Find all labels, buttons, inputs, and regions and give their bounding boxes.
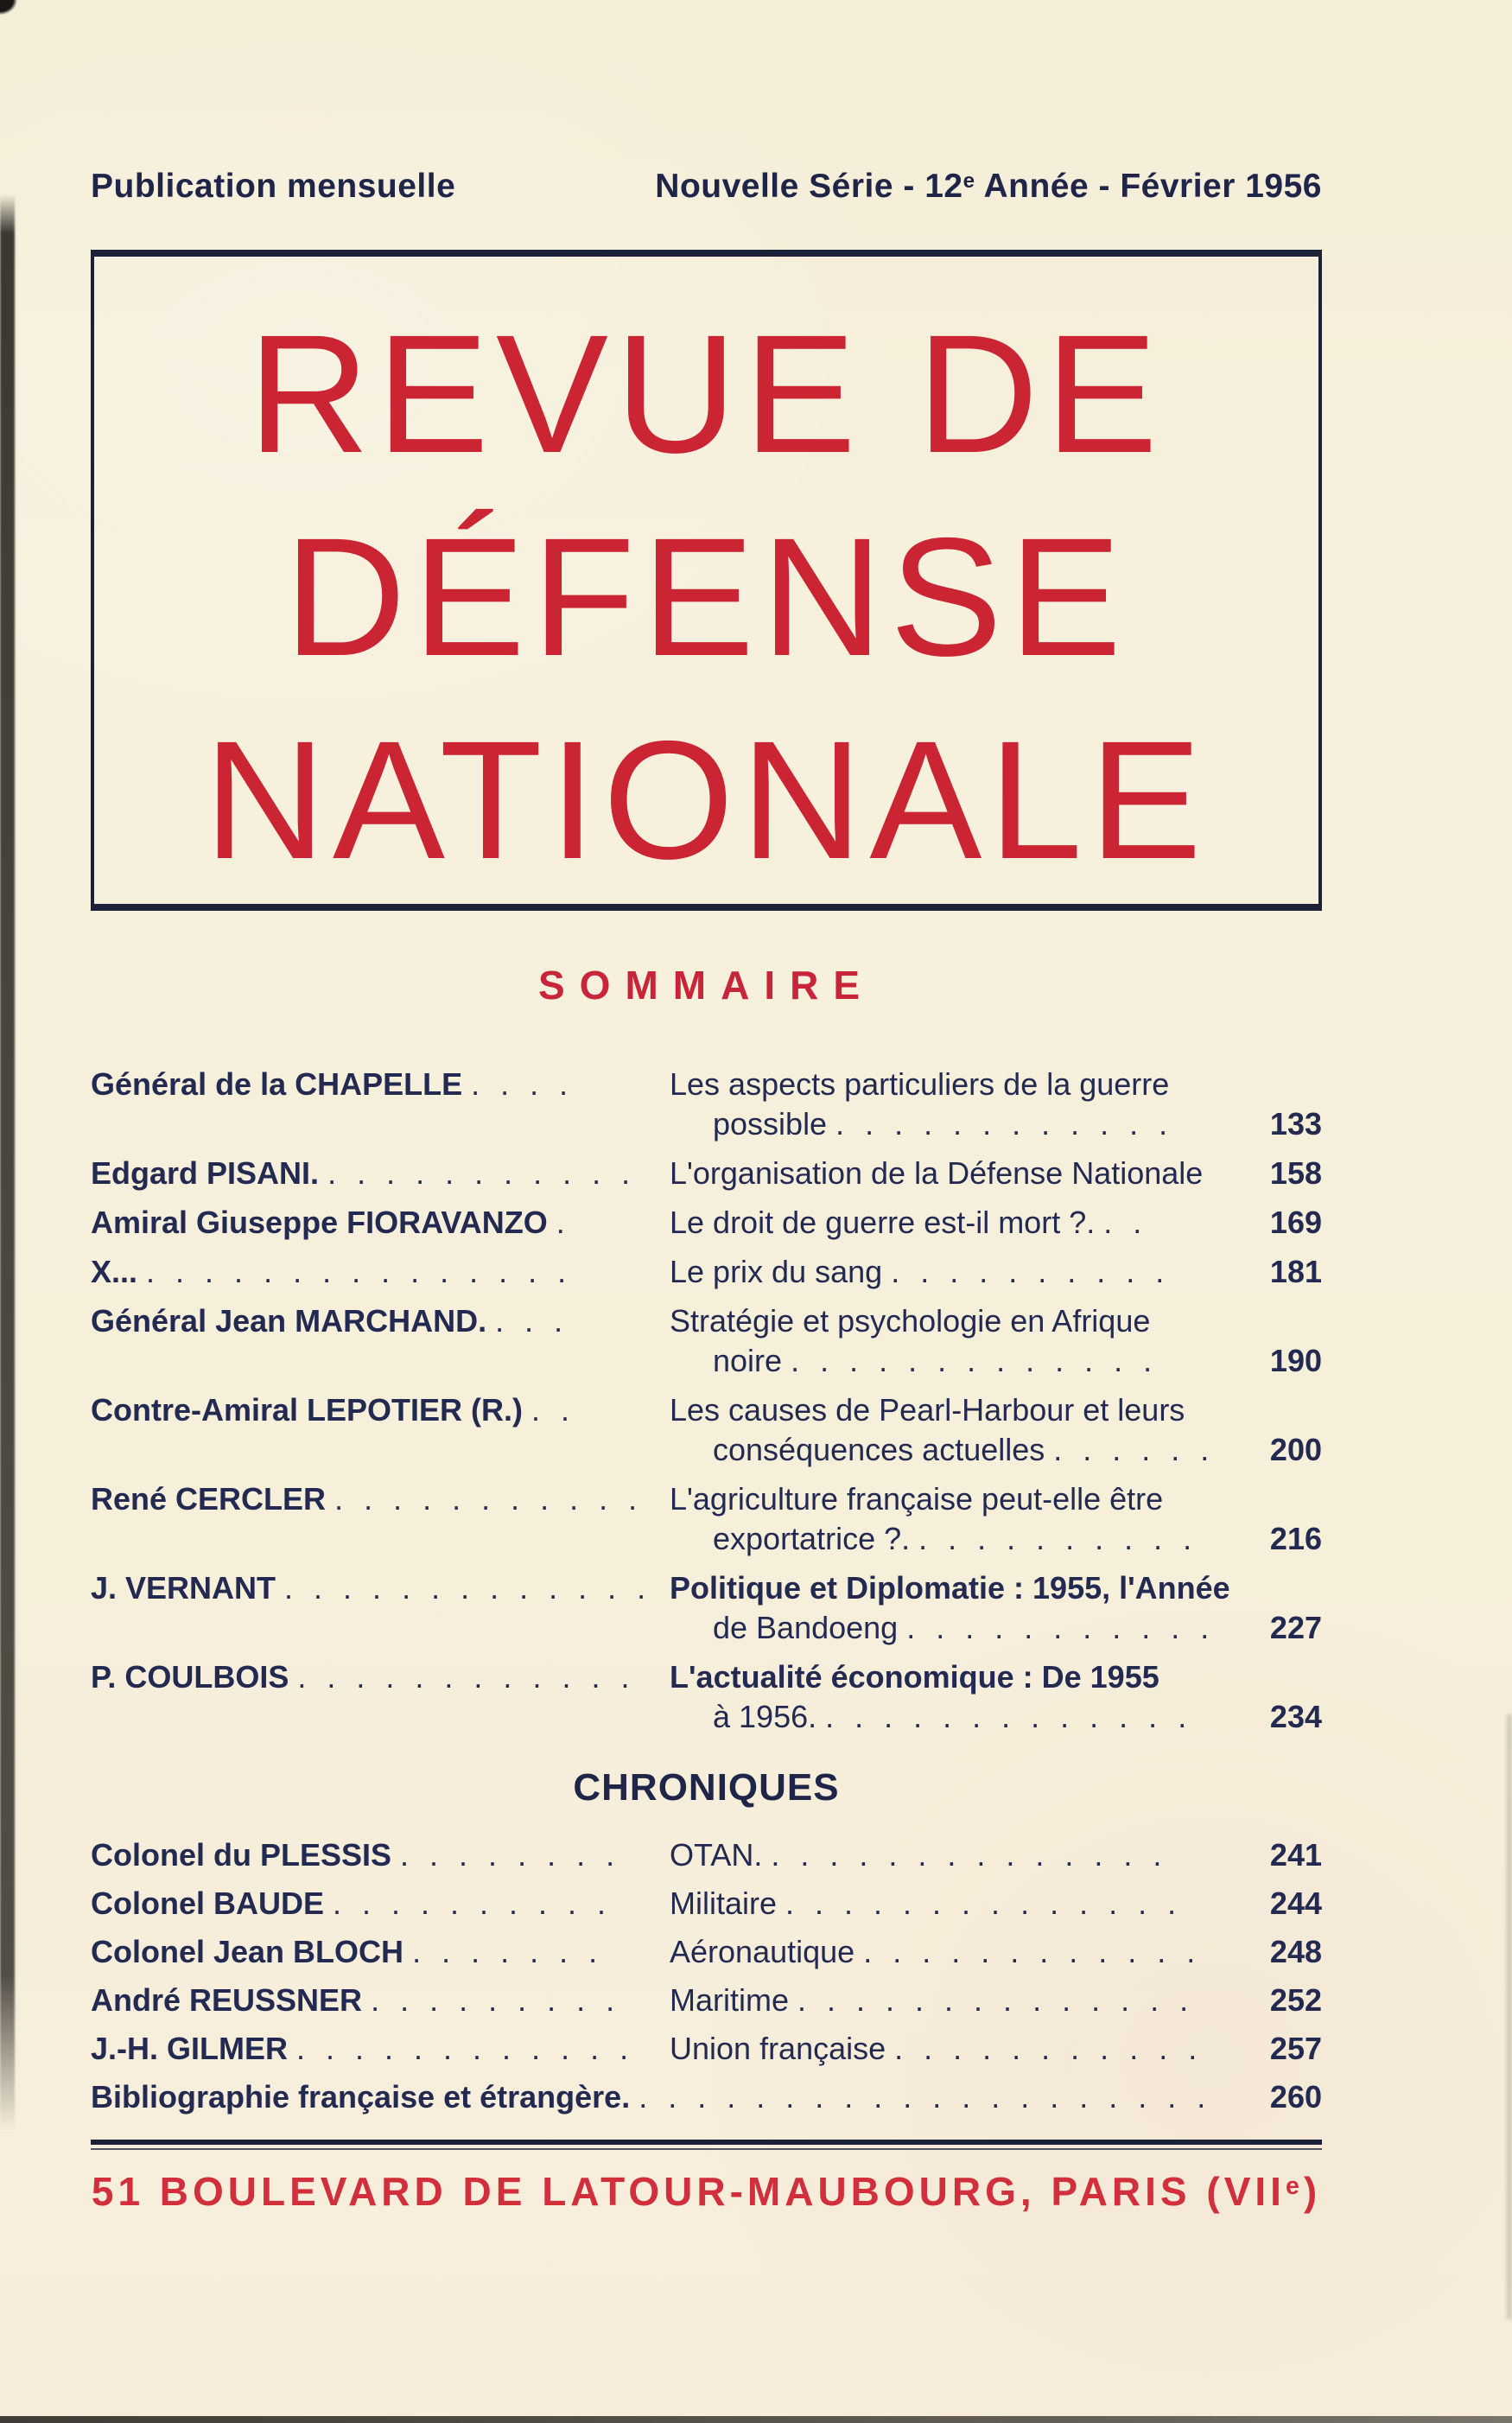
issue-info-superscript: e — [962, 169, 975, 194]
chronique-title-text: Aéronautique — [670, 1934, 855, 1969]
chronique-title-dot-leader: . . . . . . . . . . . . . . — [771, 1837, 1168, 1873]
toc-author — [91, 1154, 670, 1193]
toc-page-number: 181 — [1269, 1254, 1322, 1289]
issue-header — [91, 166, 1322, 212]
toc-title-text: Les causes de Pearl-Harbour et leurs — [670, 1392, 1185, 1428]
toc-title-lines — [670, 1252, 1244, 1292]
toc-author-name: René CERCLER — [91, 1481, 327, 1517]
toc-author — [91, 1203, 670, 1243]
toc-title-text: à 1956. — [713, 1699, 817, 1734]
chronique-page-number: 257 — [1269, 2031, 1322, 2066]
toc-author-name: Amiral Giuseppe FIORAVANZO — [91, 1205, 548, 1240]
toc-entry — [91, 1390, 1322, 1470]
chronique-title — [670, 1981, 1244, 2020]
toc-author-name: P. COULBOIS — [91, 1659, 289, 1695]
issue-info — [655, 166, 1322, 212]
toc-title-line — [670, 1154, 1244, 1193]
toc-title-text: possible — [713, 1106, 828, 1142]
toc-author — [91, 1065, 670, 1144]
toc-author-name: Edgard PISANI. — [91, 1155, 320, 1191]
scan-edge-left — [0, 194, 15, 2130]
toc-title-text: Stratégie et psychologie en Afrique — [670, 1303, 1151, 1339]
toc-title-text: Le prix du sang — [670, 1254, 883, 1289]
chronique-author-name: Colonel du PLESSIS — [91, 1837, 392, 1873]
toc-title-lines — [670, 1065, 1244, 1144]
footer-divider — [91, 2140, 1322, 2150]
toc-title-line — [670, 1203, 1244, 1243]
toc-title-line — [670, 1252, 1244, 1292]
chronique-title-text: Militaire — [670, 1886, 778, 1921]
publication-frequency: Publication mensuelle — [91, 168, 456, 205]
scan-edge-right — [1507, 1714, 1512, 2319]
toc-title-line — [670, 1479, 1244, 1519]
chronique-author-name: Colonel Jean BLOCH — [91, 1934, 404, 1969]
toc-title-text: L'organisation de la Défense Nationale — [670, 1155, 1204, 1191]
scan-edge-bottom — [0, 2416, 1512, 2423]
toc-entry — [91, 1301, 1322, 1381]
toc-title-dot-leader: . . . . . . — [1053, 1432, 1216, 1467]
toc-author-dot-leader: . . . . — [471, 1066, 575, 1102]
chronique-author-dot-leader: . . . . . . . . . . — [333, 1886, 613, 1921]
toc-page-number: 234 — [1269, 1699, 1322, 1734]
toc-title-dot-leader: . . — [1103, 1205, 1148, 1240]
toc-title-text: noire — [713, 1343, 783, 1378]
toc-title-text: L'actualité économique : De 1955 — [670, 1659, 1159, 1695]
toc-author — [91, 1657, 670, 1737]
masthead-box — [91, 250, 1322, 911]
toc-entry — [91, 1065, 1322, 1144]
page-content — [91, 0, 1322, 2222]
chronique-author-dot-leader: . . . . . . . . — [400, 1837, 621, 1873]
toc-title-line — [670, 1657, 1244, 1697]
toc-page-number: 227 — [1269, 1610, 1322, 1645]
sommaire-heading: SOMMAIRE — [538, 963, 874, 1008]
toc-page-number: 133 — [1269, 1106, 1322, 1142]
toc-author-name: X... — [91, 1254, 138, 1289]
table-of-contents — [91, 1065, 1322, 1737]
toc-title-dot-leader: . . . . . . . . . . . . . — [825, 1699, 1193, 1734]
toc-author — [91, 1252, 670, 1292]
bibliography-title — [91, 2077, 1244, 2117]
chronique-entry — [91, 1932, 1322, 1972]
chronique-page-number: 252 — [1269, 1982, 1322, 2018]
toc-page-number: 216 — [1269, 1521, 1322, 1556]
chronique-author-name: André REUSSNER — [91, 1982, 363, 2018]
chronique-author-name: J.-H. GILMER — [91, 2031, 289, 2066]
toc-title-line — [670, 1104, 1244, 1144]
toc-entry — [91, 1203, 1322, 1243]
chronique-page-number: 241 — [1269, 1837, 1322, 1873]
toc-title-text: L'agriculture française peut-elle être — [670, 1481, 1164, 1517]
toc-title-lines — [670, 1479, 1244, 1559]
chronique-author — [91, 1835, 670, 1875]
toc-author-dot-leader: . — [556, 1205, 571, 1240]
toc-author-name: Contre-Amiral LEPOTIER (R.) — [91, 1392, 524, 1428]
chronique-author-dot-leader: . . . . . . . . . — [371, 1982, 621, 2018]
toc-page-number: 158 — [1269, 1155, 1322, 1191]
chronique-title-text: Maritime — [670, 1982, 790, 2018]
chroniques-list — [91, 1835, 1322, 2069]
chronique-title-text: OTAN. — [670, 1837, 763, 1873]
chronique-title — [670, 1932, 1244, 1972]
chronique-title-dot-leader: . . . . . . . . . . . — [894, 2031, 1204, 2066]
toc-author — [91, 1301, 670, 1381]
toc-author-name: J. VERNANT — [91, 1570, 276, 1606]
masthead-line-1: REVUE DE — [248, 300, 1165, 488]
toc-page-number: 169 — [1269, 1205, 1322, 1240]
chronique-entry — [91, 1884, 1322, 1924]
toc-title-lines — [670, 1154, 1244, 1193]
toc-title-lines — [670, 1390, 1244, 1470]
toc-title-line — [670, 1390, 1244, 1430]
toc-title-dot-leader: . . . . . . . . . . — [918, 1521, 1198, 1556]
chronique-author — [91, 2029, 670, 2069]
chronique-author-name: Colonel BAUDE — [91, 1886, 324, 1921]
toc-author-dot-leader: . . . . . . . . . . . . . . . — [146, 1254, 573, 1289]
bibliography-label: Bibliographie française et étrangère. — [91, 2079, 631, 2115]
bibliography-dot-leader: . . . . . . . . . . . . . . . . . . . . — [638, 2079, 1212, 2115]
chroniques-heading: CHRONIQUES — [573, 1766, 840, 1809]
toc-title-line — [670, 1430, 1244, 1470]
toc-title-dot-leader: . . . . . . . . . . . . . — [791, 1343, 1159, 1378]
publisher-address-text: 51 BOULEVARD DE LATOUR-MAUBOURG, PARIS (VII — [91, 2169, 1286, 2214]
chronique-title-dot-leader: . . . . . . . . . . . . — [863, 1934, 1202, 1969]
publisher-address — [91, 2167, 1322, 2222]
toc-title-text: Le droit de guerre est-il mort ?. — [670, 1205, 1096, 1240]
toc-title-line — [670, 1519, 1244, 1559]
chronique-entry — [91, 1835, 1322, 1875]
chronique-title — [670, 1835, 1244, 1875]
toc-title-dot-leader: . . . . . . . . . . — [891, 1254, 1171, 1289]
toc-title-dot-leader: . . . . . . . . . . . — [906, 1610, 1216, 1645]
toc-author-dot-leader: . . . — [495, 1303, 569, 1339]
chronique-title — [670, 2029, 1244, 2069]
toc-title-lines — [670, 1203, 1244, 1243]
toc-author-name: Général Jean MARCHAND. — [91, 1303, 487, 1339]
chronique-title — [670, 1884, 1244, 1924]
toc-title-line — [670, 1341, 1244, 1381]
toc-entry — [91, 1252, 1322, 1292]
toc-author-name: Général de la CHAPELLE — [91, 1066, 463, 1102]
toc-title-lines — [670, 1301, 1244, 1381]
toc-author-dot-leader: . . — [531, 1392, 576, 1428]
toc-title-dot-leader: . . . . . . . . . . . . — [835, 1106, 1174, 1142]
chronique-entry — [91, 1981, 1322, 2020]
publisher-address-superscript: e — [1285, 2172, 1304, 2201]
issue-info-series: Nouvelle Série - 12 — [655, 168, 963, 205]
toc-title-text: conséquences actuelles — [713, 1432, 1045, 1467]
toc-title-line — [670, 1301, 1244, 1341]
chronique-page-number: 244 — [1269, 1886, 1322, 1921]
toc-title-line — [670, 1568, 1244, 1608]
scan-corner-top-left — [0, 0, 26, 22]
chronique-page-number: 248 — [1269, 1934, 1322, 1969]
chronique-title-dot-leader: . . . . . . . . . . . . . . — [797, 1982, 1195, 2018]
toc-title-line — [670, 1608, 1244, 1648]
masthead-line-2: DÉFENSE — [283, 503, 1128, 691]
toc-author — [91, 1568, 670, 1648]
toc-author-dot-leader: . . . . . . . . . . . — [327, 1155, 637, 1191]
toc-author-dot-leader: . . . . . . . . . . . . . — [284, 1570, 652, 1606]
chronique-author-dot-leader: . . . . . . . — [412, 1934, 604, 1969]
toc-title-line — [670, 1065, 1244, 1104]
issue-info-date: Année - Février 1956 — [975, 168, 1322, 205]
toc-title-lines — [670, 1657, 1244, 1737]
publisher-address-close: ) — [1303, 2169, 1322, 2214]
chronique-entry — [91, 2029, 1322, 2069]
toc-title-line — [670, 1697, 1244, 1737]
toc-title-text: exportatrice ?. — [713, 1521, 911, 1556]
chronique-author-dot-leader: . . . . . . . . . . . . — [296, 2031, 635, 2066]
toc-author-dot-leader: . . . . . . . . . . . . — [297, 1659, 636, 1695]
chronique-author — [91, 1884, 670, 1924]
chronique-author — [91, 1981, 670, 2020]
bibliography-page-number: 260 — [1269, 2079, 1322, 2115]
toc-entry — [91, 1568, 1322, 1648]
toc-author — [91, 1390, 670, 1470]
toc-page-number: 200 — [1269, 1432, 1322, 1467]
toc-title-text: Les aspects particuliers de la guerre — [670, 1066, 1170, 1102]
toc-entry — [91, 1154, 1322, 1193]
toc-title-text: Politique et Diplomatie : 1955, l'Année — [670, 1570, 1230, 1606]
masthead-line-3: NATIONALE — [204, 706, 1209, 894]
chronique-title-text: Union française — [670, 2031, 886, 2066]
chronique-author — [91, 1932, 670, 1972]
toc-author-dot-leader: . . . . . . . . . . . — [334, 1481, 644, 1517]
toc-page-number: 190 — [1269, 1343, 1322, 1378]
toc-title-lines — [670, 1568, 1244, 1648]
chronique-title-dot-leader: . . . . . . . . . . . . . . — [785, 1886, 1183, 1921]
toc-entry — [91, 1657, 1322, 1737]
bibliography-row — [91, 2077, 1322, 2117]
toc-entry — [91, 1479, 1322, 1559]
toc-title-text: de Bandoeng — [713, 1610, 899, 1645]
toc-author — [91, 1479, 670, 1559]
